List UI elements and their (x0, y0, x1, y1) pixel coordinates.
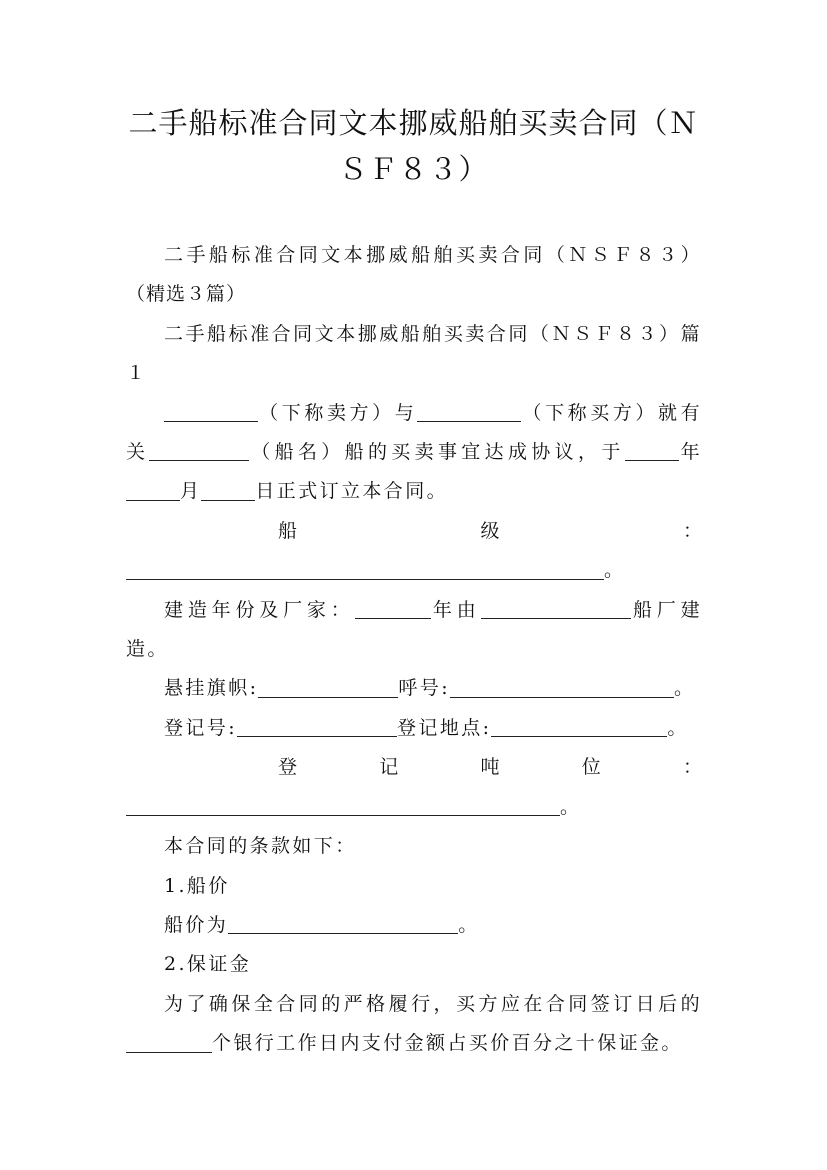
ship-name-blank (149, 441, 249, 461)
class-char-1: 船 (278, 519, 298, 542)
chapter-heading (126, 315, 702, 394)
class-period: 。 (604, 559, 626, 582)
document-title (110, 100, 717, 192)
chapter-line-2: 篇１ (126, 322, 702, 385)
tonnage-blank (126, 796, 560, 816)
build-yard-suffix: 船厂建 (630, 598, 703, 621)
registry-prefix: 登记号: (164, 716, 238, 739)
class-char-2: 级 (480, 519, 500, 542)
year-label: 年 (678, 441, 702, 464)
shipyard-blank (481, 599, 631, 619)
deposit-line-1: 为了确保全合同的严格履行，买方应在合同签订日后的 (164, 992, 702, 1015)
seller-suffix: （下称卖方）与 (258, 401, 418, 424)
tonnage-char-4: 位 (581, 756, 601, 779)
flag-blank (258, 678, 398, 698)
class-char-3: ： (682, 519, 702, 542)
intro-line-1: 二手船标准合同文本挪威船舶买卖合同（ＮＳＦ８３） (164, 244, 702, 266)
section-2-title: 2.保证金 (164, 953, 252, 976)
year-blank (625, 441, 679, 461)
price-line (126, 906, 702, 945)
price-blank (228, 914, 458, 934)
month-label: 月 (180, 480, 202, 503)
class-blank (126, 560, 604, 580)
registry-no-blank (237, 717, 397, 737)
build-prefix: 建造年份及厂家： (164, 598, 355, 621)
tonnage-char-2: 记 (379, 756, 399, 779)
intro-line-2: （精选３篇） (126, 283, 247, 306)
title-line-2: ＳＦ８３） (338, 152, 489, 186)
document-body (126, 236, 702, 1064)
ship-suffix: （船名）船的买卖事宜达成协议，于 (249, 441, 625, 464)
intro-paragraph (126, 236, 702, 315)
buyer-suffix: （下称买方）就 (521, 401, 681, 424)
day-suffix: 日正式订立本合同。 (255, 480, 449, 503)
chapter-line-1: 二手船标准合同文本挪威船舶买卖合同（ＮＳＦ８３） (164, 322, 681, 345)
tonnage-char-5: ： (682, 756, 702, 779)
tonnage-char-3: 吨 (480, 756, 500, 779)
flag-prefix: 悬挂旗帜: (164, 677, 259, 700)
day-blank (201, 481, 255, 501)
build-paragraph (126, 591, 702, 670)
build-line-2: 造。 (126, 638, 169, 661)
title-line-1: 二手船标准合同文本挪威船舶买卖合同（Ｎ (128, 106, 699, 140)
month-blank (126, 481, 180, 501)
registry-place-blank (491, 717, 667, 737)
class-blank-line (126, 551, 702, 590)
flag-line (126, 669, 702, 708)
price-period: 。 (458, 913, 480, 936)
deposit-line-2: 个银行工作日内支付金额占买价百分之十保证金。 (212, 1032, 683, 1055)
callsign-label: 呼号: (398, 677, 451, 700)
deposit-paragraph (126, 985, 702, 1064)
registry-line (126, 709, 702, 748)
class-label-line (126, 512, 702, 551)
callsign-blank (450, 678, 674, 698)
build-year-by: 年由 (430, 598, 481, 621)
seller-blank (164, 402, 258, 422)
build-year-blank (355, 599, 431, 619)
tonnage-label-line (126, 748, 702, 787)
buyer-blank (417, 402, 521, 422)
ship-prefix: 有关 (126, 401, 702, 464)
tonnage-period: 。 (560, 795, 582, 818)
flag-period: 。 (674, 677, 696, 700)
registry-period: 。 (667, 716, 689, 739)
price-prefix: 船价为 (164, 913, 229, 936)
registry-place-label: 登记地点: (397, 716, 492, 739)
parties-paragraph (126, 394, 702, 512)
deposit-days-blank (126, 1033, 212, 1053)
tonnage-blank-line (126, 788, 702, 827)
section-1-title: 1.船价 (164, 874, 230, 897)
tonnage-char-1: 登 (278, 756, 298, 779)
terms-intro: 本合同的条款如下： (164, 835, 357, 858)
